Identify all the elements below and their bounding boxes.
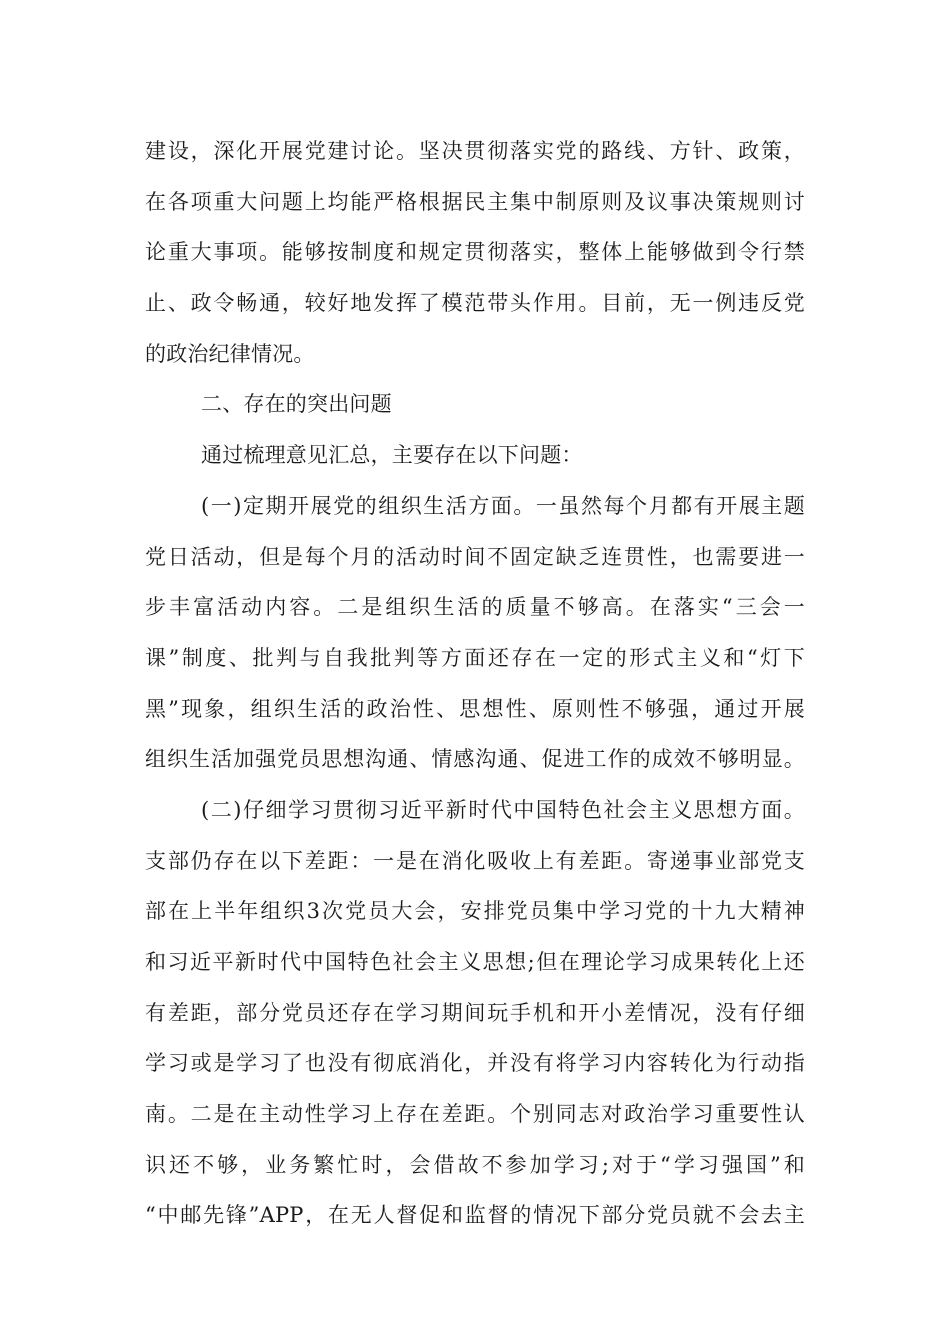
text-line-4: 止、政令畅通，较好地发挥了模范带头作用。目前，无一例违反党 [145, 291, 805, 316]
text-line-1: 建设，深化开展党建讨论。坚决贯彻落实党的路线、方针、政策， [145, 139, 805, 163]
text-line-9: 党日活动，但是每个月的活动时间不固定缺乏连贯性，也需要进一 [145, 544, 805, 569]
text-line-3: 论重大事项。能够按制度和规定贯彻落实，整体上能够做到令行禁 [145, 240, 805, 265]
text-line-12: 黑”现象，组织生活的政治性、思想性、原则性不够强，通过开展 [145, 696, 805, 721]
text-line-15: 支部仍存在以下差距：一是在消化吸收上有差距。寄递事业部党支 [145, 848, 805, 873]
subsection-heading-1: (一)定期开展党的组织生活方面。一虽然每个月都有开展主题 [201, 493, 805, 518]
text-line-18: 有差距，部分党员还存在学习期间玩手机和开小差情况，没有仔细 [145, 1000, 805, 1025]
section-heading: 二、存在的突出问题 [201, 392, 392, 417]
text-line-5: 的政治纪律情况。 [145, 341, 315, 366]
document-body [145, 126, 805, 1241]
text-line-22: “中邮先锋”APP，在无人督促和监督的情况下部分党员就不会去主 [145, 1203, 805, 1228]
text-line-21: 识还不够，业务繁忙时，会借故不参加学习;对于“学习强国”和 [145, 1152, 805, 1177]
text-line-20: 南。二是在主动性学习上存在差距。个别同志对政治学习重要性认 [145, 1102, 805, 1127]
intro-line: 通过梳理意见汇总，主要存在以下问题： [201, 443, 583, 468]
text-line-13: 组织生活加强党员思想沟通、情感沟通、促进工作的成效不够明显。 [145, 747, 805, 772]
text-line-10: 步丰富活动内容。二是组织生活的质量不够高。在落实“三会一 [145, 595, 805, 620]
text-line-2: 在各项重大问题上均能严格根据民主集中制原则及议事决策规则讨 [145, 189, 805, 214]
subsection-heading-2: (二)仔细学习贯彻习近平新时代中国特色社会主义思想方面。 [201, 797, 805, 822]
text-line-17: 和习近平新时代中国特色社会主义思想;但在理论学习成果转化上还 [145, 950, 805, 974]
text-line-11: 课”制度、批判与自我批判等方面还存在一定的形式主义和“灯下 [145, 645, 805, 670]
text-line-16: 部在上半年组织3次党员大会，安排党员集中学习党的十九大精神 [145, 899, 805, 924]
text-line-19: 学习或是学习了也没有彻底消化，并没有将学习内容转化为行动指 [145, 1051, 805, 1076]
